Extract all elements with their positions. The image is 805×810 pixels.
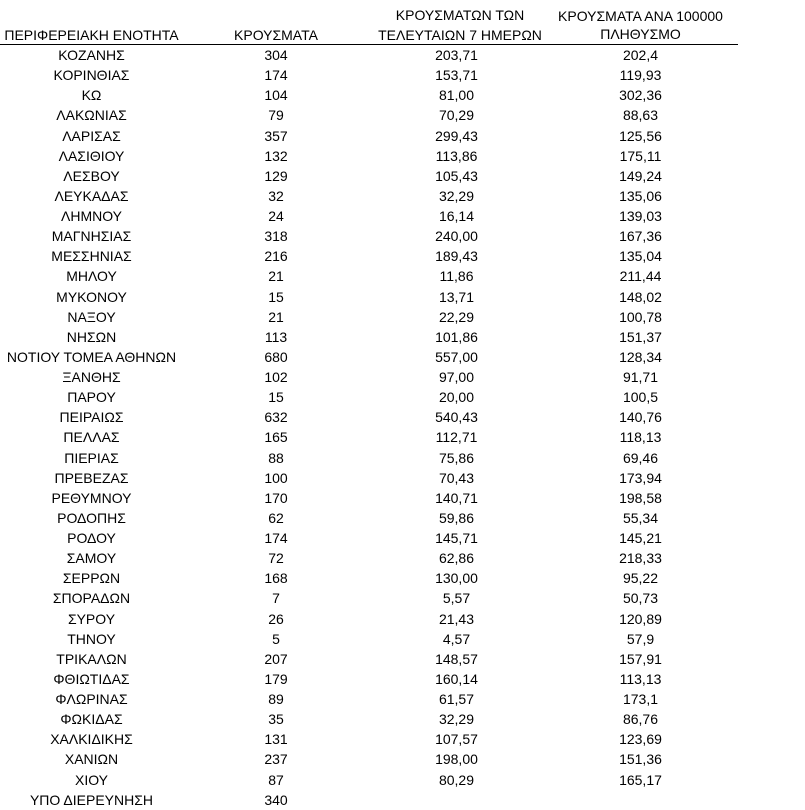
cell-cases: 340 (264, 791, 288, 808)
cell-region: ΣΕΡΡΩΝ (62, 570, 121, 587)
table-row (0, 770, 737, 790)
cell-per100k: 91,71 (622, 369, 659, 386)
cell-avg7: 153,71 (435, 67, 478, 84)
cell-avg7: 101,86 (435, 328, 478, 345)
cell-per100k: 202,4 (622, 47, 659, 64)
cell-region: ΝΗΣΩΝ (66, 328, 117, 345)
cell-avg7: 240,00 (435, 228, 478, 245)
cell-region: ΚΟΖΑΝΗΣ (58, 47, 125, 64)
cell-cases: 179 (264, 670, 288, 687)
cell-cases: 207 (264, 650, 288, 667)
cell-avg7: 20,00 (438, 389, 475, 406)
table-row (0, 609, 737, 629)
cell-cases: 174 (264, 530, 288, 547)
cell-per100k: 100,78 (619, 308, 662, 325)
cell-per100k: 148,02 (619, 288, 662, 305)
cell-region: ΛΑΚΩΝΙΑΣ (56, 107, 127, 124)
cell-region: ΛΑΡΙΣΑΣ (62, 127, 121, 144)
header-region: ΠΕΡΙΦΕΡΕΙΑΚΗ ΕΝΟΤΗΤΑ (4, 27, 179, 43)
cell-region: ΧΑΛΚΙΔΙΚΗΣ (50, 731, 133, 748)
cell-per100k: 86,76 (622, 711, 659, 728)
cell-region: ΤΗΝΟΥ (67, 630, 116, 647)
cell-avg7: 189,43 (435, 248, 478, 265)
cell-cases: 104 (264, 87, 288, 104)
cell-region: ΣΥΡΟΥ (67, 610, 116, 627)
cell-region: ΠΕΙΡΑΙΩΣ (59, 409, 124, 426)
cell-per100k: 165,17 (619, 771, 662, 788)
cell-region: ΜΗΛΟΥ (66, 268, 117, 285)
cell-region: ΚΩ (81, 87, 102, 104)
table-row (0, 790, 737, 810)
cell-per100k: 119,93 (619, 67, 662, 84)
cell-region: ΠΙΕΡΙΑΣ (64, 449, 119, 466)
cell-region: ΝΟΤΙΟΥ ΤΟΜΕΑ ΑΘΗΝΩΝ (6, 348, 177, 365)
cell-per100k: 302,36 (619, 87, 662, 104)
cell-avg7: 145,71 (435, 530, 478, 547)
header-cases: ΚΡΟΥΣΜΑΤΑ (234, 27, 318, 43)
cell-avg7: 16,14 (438, 208, 475, 225)
cell-region: ΣΠΟΡΑΔΩΝ (52, 590, 131, 607)
cell-cases: 318 (264, 228, 288, 245)
cell-avg7: 160,14 (435, 670, 478, 687)
cell-region: ΡΕΘΥΜΝΟΥ (51, 489, 132, 506)
cell-region: ΛΗΜΝΟΥ (60, 208, 122, 225)
cell-cases: 304 (264, 47, 288, 64)
cell-per100k: 123,69 (619, 731, 662, 748)
cell-region: ΜΥΚΟΝΟΥ (56, 288, 127, 305)
cell-avg7: 13,71 (438, 288, 475, 305)
cell-cases: 88 (268, 449, 284, 466)
cell-avg7 (369, 790, 544, 810)
cell-region: ΧΙΟΥ (74, 771, 108, 788)
cell-per100k: 69,46 (622, 449, 659, 466)
cell-cases: 89 (268, 691, 284, 708)
table-row (0, 468, 737, 488)
cell-region: ΠΡΕΒΕΖΑΣ (54, 469, 129, 486)
table-row (0, 65, 737, 85)
cases-table (0, 45, 737, 810)
cell-cases: 165 (264, 429, 288, 446)
cell-cases: 21 (268, 308, 284, 325)
table-row (0, 186, 737, 206)
table-row (0, 367, 737, 387)
cell-per100k: 120,89 (619, 610, 662, 627)
cell-region: ΜΑΓΝΗΣΙΑΣ (51, 228, 132, 245)
cell-cases: 216 (264, 248, 288, 265)
cell-cases: 79 (268, 107, 284, 124)
cell-avg7: 21,43 (438, 610, 475, 627)
cell-cases: 62 (268, 509, 284, 526)
cell-avg7: 557,00 (435, 348, 478, 365)
cell-cases: 21 (268, 268, 284, 285)
cell-region: ΣΑΜΟΥ (66, 550, 117, 567)
cases-table-body (0, 45, 737, 810)
cell-per100k: 167,36 (619, 228, 662, 245)
cell-per100k: 55,34 (622, 509, 659, 526)
cell-per100k: 211,44 (619, 268, 662, 285)
table-row (0, 649, 737, 669)
cell-avg7: 62,86 (438, 550, 475, 567)
cell-per100k: 173,94 (619, 469, 662, 486)
header-per100k-line2: ΠΛΗΘΥΣΜΟ (600, 26, 681, 42)
cell-avg7: 5,57 (442, 590, 471, 607)
cell-cases: 632 (264, 409, 288, 426)
header-avg-line2: ΤΕΛΕΥΤΑΙΩΝ 7 ΗΜΕΡΩΝ (378, 27, 542, 43)
cell-region: ΠΕΛΛΑΣ (63, 429, 120, 446)
table-row (0, 307, 737, 327)
cell-avg7: 299,43 (435, 127, 478, 144)
cell-cases: 168 (264, 570, 288, 587)
cell-per100k: 135,04 (619, 248, 662, 265)
cell-cases: 100 (264, 469, 288, 486)
cell-avg7: 140,71 (435, 489, 478, 506)
cell-region: ΛΕΣΒΟΥ (63, 167, 120, 184)
cell-avg7: 203,71 (435, 47, 478, 64)
cell-region: ΦΘΙΩΤΙΔΑΣ (53, 670, 130, 687)
cell-per100k: 135,06 (619, 187, 662, 204)
cell-cases: 102 (264, 369, 288, 386)
cell-region: ΤΡΙΚΑΛΩΝ (56, 650, 127, 667)
cell-cases: 174 (264, 67, 288, 84)
table-row (0, 689, 737, 709)
table-row (0, 327, 737, 347)
table-row (0, 45, 737, 65)
cell-per100k: 128,34 (619, 348, 662, 365)
cell-avg7: 61,57 (438, 691, 475, 708)
table-row (0, 407, 737, 427)
cell-avg7: 81,00 (438, 87, 475, 104)
cell-region: ΠΑΡΟΥ (67, 389, 116, 406)
cell-cases: 15 (268, 389, 284, 406)
cell-avg7: 112,71 (435, 429, 478, 446)
cell-per100k: 125,56 (619, 127, 662, 144)
cell-cases: 87 (268, 771, 284, 788)
cell-avg7: 105,43 (435, 167, 478, 184)
table-row (0, 287, 737, 307)
cell-avg7: 130,00 (435, 570, 478, 587)
table-row (0, 226, 737, 246)
cell-cases: 15 (268, 288, 284, 305)
cell-per100k: 118,13 (619, 429, 662, 446)
cell-avg7: 198,00 (435, 751, 478, 768)
cell-cases: 32 (268, 187, 284, 204)
table-row (0, 246, 737, 266)
cell-avg7: 80,29 (438, 771, 475, 788)
cell-per100k: 88,63 (622, 107, 659, 124)
cell-per100k: 157,91 (619, 650, 662, 667)
table-row (0, 85, 737, 105)
table-row (0, 146, 737, 166)
cell-cases: 113 (264, 328, 288, 345)
table-row (0, 629, 737, 649)
table-row (0, 126, 737, 146)
cell-region: ΦΩΚΙΔΑΣ (60, 711, 123, 728)
cell-per100k: 218,33 (619, 550, 662, 567)
cell-region: ΡΟΔΟΠΗΣ (57, 509, 126, 526)
table-row (0, 749, 737, 769)
cell-avg7: 107,57 (435, 731, 478, 748)
table-row (0, 488, 737, 508)
cell-per100k: 151,37 (619, 328, 662, 345)
cell-cases: 26 (268, 610, 284, 627)
cell-cases: 680 (264, 348, 288, 365)
cell-per100k: 151,36 (619, 751, 662, 768)
cell-cases: 170 (264, 489, 288, 506)
cell-per100k (544, 790, 737, 810)
cell-avg7: 75,86 (438, 449, 475, 466)
cell-region: ΧΑΝΙΩΝ (64, 751, 119, 768)
table-row (0, 266, 737, 286)
cell-region: ΝΑΞΟΥ (67, 308, 116, 325)
table-row (0, 427, 737, 447)
cell-avg7: 32,29 (438, 711, 475, 728)
cell-cases: 7 (272, 590, 280, 607)
table-row (0, 709, 737, 729)
cell-per100k: 100,5 (622, 389, 659, 406)
cell-per100k: 198,58 (619, 489, 662, 506)
table-row (0, 568, 737, 588)
table-row (0, 105, 737, 125)
cell-cases: 129 (264, 167, 288, 184)
cell-avg7: 97,00 (438, 369, 475, 386)
cell-region: ΞΑΝΘΗΣ (62, 369, 121, 386)
cell-region: ΛΑΣΙΘΙΟΥ (58, 147, 125, 164)
cell-avg7: 70,43 (438, 469, 475, 486)
table-row (0, 548, 737, 568)
cell-cases: 24 (268, 208, 284, 225)
cell-cases: 357 (264, 127, 288, 144)
table-row (0, 166, 737, 186)
cell-avg7: 32,29 (438, 187, 475, 204)
table-row (0, 588, 737, 608)
cell-cases: 237 (264, 751, 288, 768)
cell-avg7: 11,86 (439, 268, 474, 285)
cell-avg7: 22,29 (438, 308, 475, 325)
table-row (0, 206, 737, 226)
cell-avg7: 113,86 (435, 147, 478, 164)
cell-per100k: 173,1 (622, 691, 659, 708)
header-per100k-line1: ΚΡΟΥΣΜΑΤΑ ΑΝΑ 100000 (558, 8, 723, 24)
cell-region: ΥΠΟ ΔΙΕΡΕΥΝΗΣΗ (29, 791, 154, 808)
cell-per100k: 113,13 (619, 670, 662, 687)
table-row (0, 508, 737, 528)
cell-per100k: 57,9 (626, 630, 655, 647)
cell-region: ΡΟΔΟΥ (67, 530, 116, 547)
cell-region: ΜΕΣΣΗΝΙΑΣ (51, 248, 132, 265)
header-avg-line1: ΚΡΟΥΣΜΑΤΩΝ ΤΩΝ (395, 7, 525, 23)
cell-cases: 131 (264, 731, 288, 748)
cell-per100k: 145,21 (619, 530, 662, 547)
cell-cases: 5 (272, 630, 280, 647)
cell-avg7: 59,86 (438, 509, 475, 526)
cell-avg7: 70,29 (438, 107, 475, 124)
cell-per100k: 95,22 (622, 570, 659, 587)
cell-cases: 72 (268, 550, 284, 567)
cell-per100k: 50,73 (622, 590, 659, 607)
cell-per100k: 139,03 (619, 208, 662, 225)
cell-per100k: 175,11 (619, 147, 662, 164)
cell-region: ΚΟΡΙΝΘΙΑΣ (53, 67, 130, 84)
cell-cases: 35 (268, 711, 284, 728)
cell-avg7: 540,43 (435, 409, 478, 426)
table-row (0, 528, 737, 548)
cell-avg7: 148,57 (435, 650, 478, 667)
table-row (0, 448, 737, 468)
cell-region: ΛΕΥΚΑΔΑΣ (54, 187, 129, 204)
table-row (0, 387, 737, 407)
cell-per100k: 149,24 (619, 167, 662, 184)
cell-per100k: 140,76 (619, 409, 662, 426)
cell-avg7: 4,57 (442, 630, 471, 647)
table-row (0, 729, 737, 749)
table-row (0, 347, 737, 367)
cell-region: ΦΛΩΡΙΝΑΣ (55, 691, 128, 708)
cell-cases: 132 (264, 147, 288, 164)
table-row (0, 669, 737, 689)
